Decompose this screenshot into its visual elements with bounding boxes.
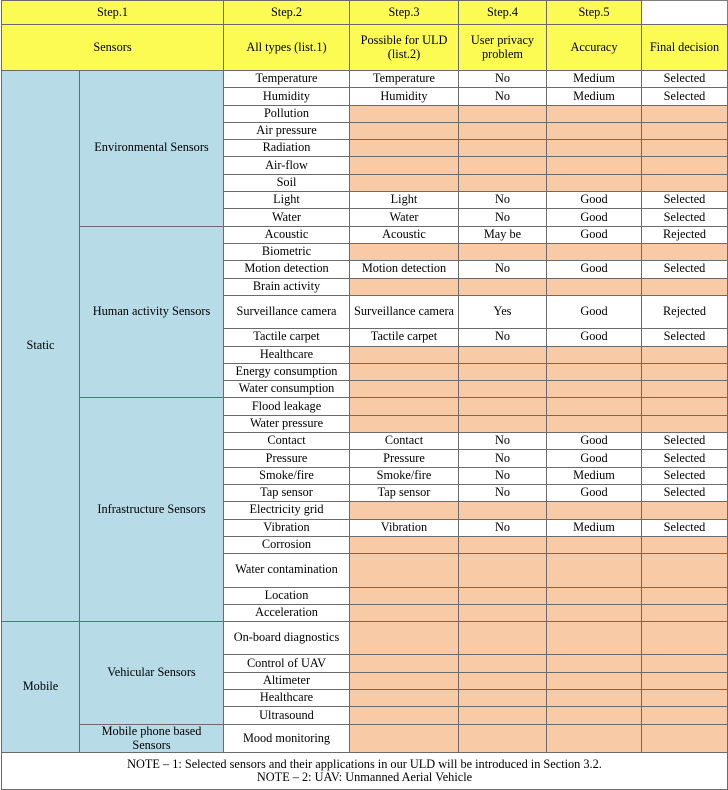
cell-final-decision: Selected	[642, 209, 728, 226]
cell-privacy: No	[459, 450, 547, 467]
cell-all-types: Energy consumption	[224, 363, 350, 380]
cell-privacy: No	[459, 88, 547, 105]
cell-privacy: May be	[459, 226, 547, 243]
cell-privacy: No	[459, 519, 547, 536]
cell-privacy	[459, 140, 547, 157]
cell-all-types: Contact	[224, 433, 350, 450]
cell-possible-uld	[350, 554, 459, 587]
cell-possible-uld	[350, 174, 459, 191]
cell-final-decision	[642, 243, 728, 260]
table-body	[2, 71, 728, 753]
cell-all-types: Biometric	[224, 243, 350, 260]
cell-possible-uld	[350, 278, 459, 295]
cell-privacy	[459, 346, 547, 363]
cell-accuracy: Good	[547, 209, 642, 226]
header-column-6: Final decision	[642, 25, 728, 71]
cell-possible-uld	[350, 655, 459, 672]
cell-accuracy	[547, 604, 642, 621]
cell-final-decision: Selected	[642, 484, 728, 501]
cell-accuracy: Good	[547, 450, 642, 467]
cell-all-types: Pressure	[224, 450, 350, 467]
cell-privacy	[459, 554, 547, 587]
cell-all-types: Tap sensor	[224, 484, 350, 501]
cell-possible-uld	[350, 690, 459, 707]
table-row	[2, 398, 728, 415]
cell-all-types: Air-flow	[224, 157, 350, 174]
cell-possible-uld	[350, 243, 459, 260]
header-step-3: Step.3	[350, 1, 459, 25]
cell-final-decision: Selected	[642, 71, 728, 88]
cell-possible-uld: Light	[350, 192, 459, 209]
cell-all-types: Altimeter	[224, 672, 350, 689]
cell-final-decision	[642, 672, 728, 689]
cell-all-types: Location	[224, 587, 350, 604]
cell-possible-uld: Humidity	[350, 88, 459, 105]
cell-privacy	[459, 724, 547, 753]
cell-all-types: Water consumption	[224, 381, 350, 398]
cell-final-decision	[642, 174, 728, 191]
cell-privacy: No	[459, 467, 547, 484]
table-footer	[2, 753, 728, 790]
cell-all-types: Temperature	[224, 71, 350, 88]
category-cell-1: Human activity Sensors	[80, 226, 224, 398]
cell-final-decision: Selected	[642, 329, 728, 346]
cell-privacy	[459, 502, 547, 519]
cell-final-decision	[642, 502, 728, 519]
cell-privacy: No	[459, 209, 547, 226]
cell-all-types: On-board diagnostics	[224, 622, 350, 655]
cell-privacy	[459, 622, 547, 655]
cell-possible-uld	[350, 415, 459, 432]
cell-privacy	[459, 707, 547, 724]
cell-final-decision: Selected	[642, 519, 728, 536]
cell-privacy	[459, 122, 547, 139]
cell-accuracy: Medium	[547, 88, 642, 105]
cell-possible-uld: Surveillance camera	[350, 295, 459, 328]
cell-accuracy	[547, 587, 642, 604]
cell-all-types: Air pressure	[224, 122, 350, 139]
header-step-5: Step.5	[547, 1, 642, 25]
header-step-2: Step.2	[224, 1, 350, 25]
cell-accuracy	[547, 140, 642, 157]
cell-all-types: Light	[224, 192, 350, 209]
cell-all-types: Control of UAV	[224, 655, 350, 672]
cell-all-types: Mood monitoring	[224, 724, 350, 753]
cell-all-types: Radiation	[224, 140, 350, 157]
cell-accuracy: Medium	[547, 467, 642, 484]
cell-all-types: Acoustic	[224, 226, 350, 243]
cell-privacy	[459, 381, 547, 398]
header-column-2: All types (list.1)	[224, 25, 350, 71]
cell-accuracy	[547, 243, 642, 260]
cell-all-types: Healthcare	[224, 690, 350, 707]
cell-privacy	[459, 655, 547, 672]
header-column-4: User privacy problem	[459, 25, 547, 71]
cell-final-decision: Rejected	[642, 226, 728, 243]
cell-accuracy	[547, 381, 642, 398]
cell-final-decision	[642, 278, 728, 295]
cell-all-types: Brain activity	[224, 278, 350, 295]
mobility-cell-static: Static	[2, 71, 80, 622]
cell-privacy	[459, 105, 547, 122]
cell-final-decision	[642, 604, 728, 621]
cell-accuracy	[547, 554, 642, 587]
cell-final-decision: Selected	[642, 433, 728, 450]
cell-privacy	[459, 174, 547, 191]
cell-all-types: Surveillance camera	[224, 295, 350, 328]
cell-all-types: Acceleration	[224, 604, 350, 621]
cell-possible-uld	[350, 381, 459, 398]
cell-all-types: Soil	[224, 174, 350, 191]
category-cell-2: Infrastructure Sensors	[80, 398, 224, 622]
cell-final-decision	[642, 398, 728, 415]
header-step-4: Step.4	[459, 1, 547, 25]
cell-final-decision	[642, 381, 728, 398]
cell-accuracy: Good	[547, 192, 642, 209]
cell-possible-uld	[350, 724, 459, 753]
cell-possible-uld: Tap sensor	[350, 484, 459, 501]
cell-all-types: Flood leakage	[224, 398, 350, 415]
cell-accuracy: Good	[547, 329, 642, 346]
cell-privacy	[459, 363, 547, 380]
header-column-3: Possible for ULD (list.2)	[350, 25, 459, 71]
cell-privacy: Yes	[459, 295, 547, 328]
cell-privacy	[459, 604, 547, 621]
cell-final-decision	[642, 707, 728, 724]
cell-privacy	[459, 536, 547, 553]
cell-final-decision: Rejected	[642, 295, 728, 328]
cell-possible-uld	[350, 604, 459, 621]
table-row	[2, 724, 728, 753]
cell-accuracy	[547, 105, 642, 122]
cell-final-decision: Selected	[642, 192, 728, 209]
cell-all-types: Pollution	[224, 105, 350, 122]
cell-final-decision	[642, 140, 728, 157]
cell-accuracy	[547, 724, 642, 753]
cell-final-decision	[642, 363, 728, 380]
cell-privacy: No	[459, 329, 547, 346]
cell-accuracy	[547, 690, 642, 707]
category-cell-0: Environmental Sensors	[80, 71, 224, 227]
cell-possible-uld	[350, 363, 459, 380]
cell-accuracy	[547, 672, 642, 689]
cell-accuracy	[547, 655, 642, 672]
category-cell-4: Mobile phone based Sensors	[80, 724, 224, 753]
cell-possible-uld: Temperature	[350, 71, 459, 88]
cell-accuracy	[547, 707, 642, 724]
cell-accuracy	[547, 346, 642, 363]
cell-accuracy: Good	[547, 484, 642, 501]
cell-final-decision	[642, 724, 728, 753]
cell-accuracy	[547, 157, 642, 174]
cell-possible-uld	[350, 346, 459, 363]
cell-possible-uld: Vibration	[350, 519, 459, 536]
cell-possible-uld	[350, 398, 459, 415]
sensor-selection-table	[1, 0, 728, 790]
cell-privacy: No	[459, 484, 547, 501]
cell-accuracy: Good	[547, 295, 642, 328]
cell-all-types: Humidity	[224, 88, 350, 105]
note-line-1: NOTE – 1: Selected sensors and their applications in our ULD will be introduced in Section 3.2.	[127, 756, 602, 771]
category-cell-3: Vehicular Sensors	[80, 622, 224, 725]
cell-possible-uld	[350, 536, 459, 553]
header-row-steps	[2, 1, 728, 25]
cell-accuracy: Good	[547, 261, 642, 278]
cell-accuracy	[547, 122, 642, 139]
cell-all-types: Water contamination	[224, 554, 350, 587]
cell-possible-uld: Pressure	[350, 450, 459, 467]
cell-possible-uld: Acoustic	[350, 226, 459, 243]
cell-accuracy	[547, 502, 642, 519]
cell-privacy	[459, 672, 547, 689]
cell-privacy: No	[459, 71, 547, 88]
cell-possible-uld	[350, 105, 459, 122]
table-row	[2, 71, 728, 88]
cell-final-decision	[642, 690, 728, 707]
cell-final-decision	[642, 105, 728, 122]
cell-final-decision	[642, 622, 728, 655]
note-line-2: NOTE – 2: UAV: Unmanned Aerial Vehicle	[256, 770, 473, 785]
cell-all-types: Water	[224, 209, 350, 226]
cell-all-types: Smoke/fire	[224, 467, 350, 484]
cell-accuracy	[547, 622, 642, 655]
cell-possible-uld	[350, 502, 459, 519]
cell-possible-uld	[350, 672, 459, 689]
cell-final-decision	[642, 415, 728, 432]
cell-final-decision: Selected	[642, 450, 728, 467]
cell-all-types: Healthcare	[224, 346, 350, 363]
cell-privacy	[459, 278, 547, 295]
cell-possible-uld: Motion detection	[350, 261, 459, 278]
cell-accuracy: Good	[547, 226, 642, 243]
cell-accuracy: Medium	[547, 71, 642, 88]
header-column-5: Accuracy	[547, 25, 642, 71]
cell-accuracy	[547, 278, 642, 295]
cell-accuracy	[547, 536, 642, 553]
cell-privacy	[459, 243, 547, 260]
cell-possible-uld	[350, 122, 459, 139]
cell-possible-uld	[350, 707, 459, 724]
cell-final-decision	[642, 157, 728, 174]
cell-all-types: Water pressure	[224, 415, 350, 432]
cell-all-types: Tactile carpet	[224, 329, 350, 346]
cell-privacy: No	[459, 261, 547, 278]
cell-possible-uld	[350, 157, 459, 174]
cell-privacy	[459, 690, 547, 707]
cell-all-types: Corrosion	[224, 536, 350, 553]
cell-possible-uld: Contact	[350, 433, 459, 450]
cell-accuracy	[547, 415, 642, 432]
cell-privacy	[459, 587, 547, 604]
cell-accuracy: Medium	[547, 519, 642, 536]
cell-final-decision	[642, 655, 728, 672]
cell-privacy: No	[459, 433, 547, 450]
cell-privacy: No	[459, 192, 547, 209]
cell-accuracy	[547, 174, 642, 191]
cell-possible-uld	[350, 587, 459, 604]
cell-final-decision: Selected	[642, 88, 728, 105]
cell-all-types: Motion detection	[224, 261, 350, 278]
cell-final-decision: Selected	[642, 467, 728, 484]
notes-row	[2, 753, 728, 790]
cell-final-decision	[642, 554, 728, 587]
cell-privacy	[459, 415, 547, 432]
mobility-cell-mobile: Mobile	[2, 622, 80, 753]
cell-possible-uld: Tactile carpet	[350, 329, 459, 346]
cell-privacy	[459, 157, 547, 174]
cell-possible-uld: Water	[350, 209, 459, 226]
cell-final-decision: Selected	[642, 261, 728, 278]
cell-accuracy	[547, 363, 642, 380]
cell-privacy	[459, 398, 547, 415]
table-header	[2, 1, 728, 71]
cell-possible-uld	[350, 140, 459, 157]
cell-all-types: Ultrasound	[224, 707, 350, 724]
notes-cell	[2, 753, 728, 790]
cell-all-types: Vibration	[224, 519, 350, 536]
table-row	[2, 622, 728, 655]
cell-all-types: Electricity grid	[224, 502, 350, 519]
cell-final-decision	[642, 536, 728, 553]
header-row-columns	[2, 25, 728, 71]
header-step-1: Step.1	[2, 1, 224, 25]
cell-possible-uld: Smoke/fire	[350, 467, 459, 484]
cell-final-decision	[642, 346, 728, 363]
cell-final-decision	[642, 122, 728, 139]
cell-final-decision	[642, 587, 728, 604]
table-row	[2, 226, 728, 243]
cell-accuracy: Good	[547, 433, 642, 450]
cell-accuracy	[547, 398, 642, 415]
cell-possible-uld	[350, 622, 459, 655]
header-column-1: Sensors	[2, 25, 224, 71]
